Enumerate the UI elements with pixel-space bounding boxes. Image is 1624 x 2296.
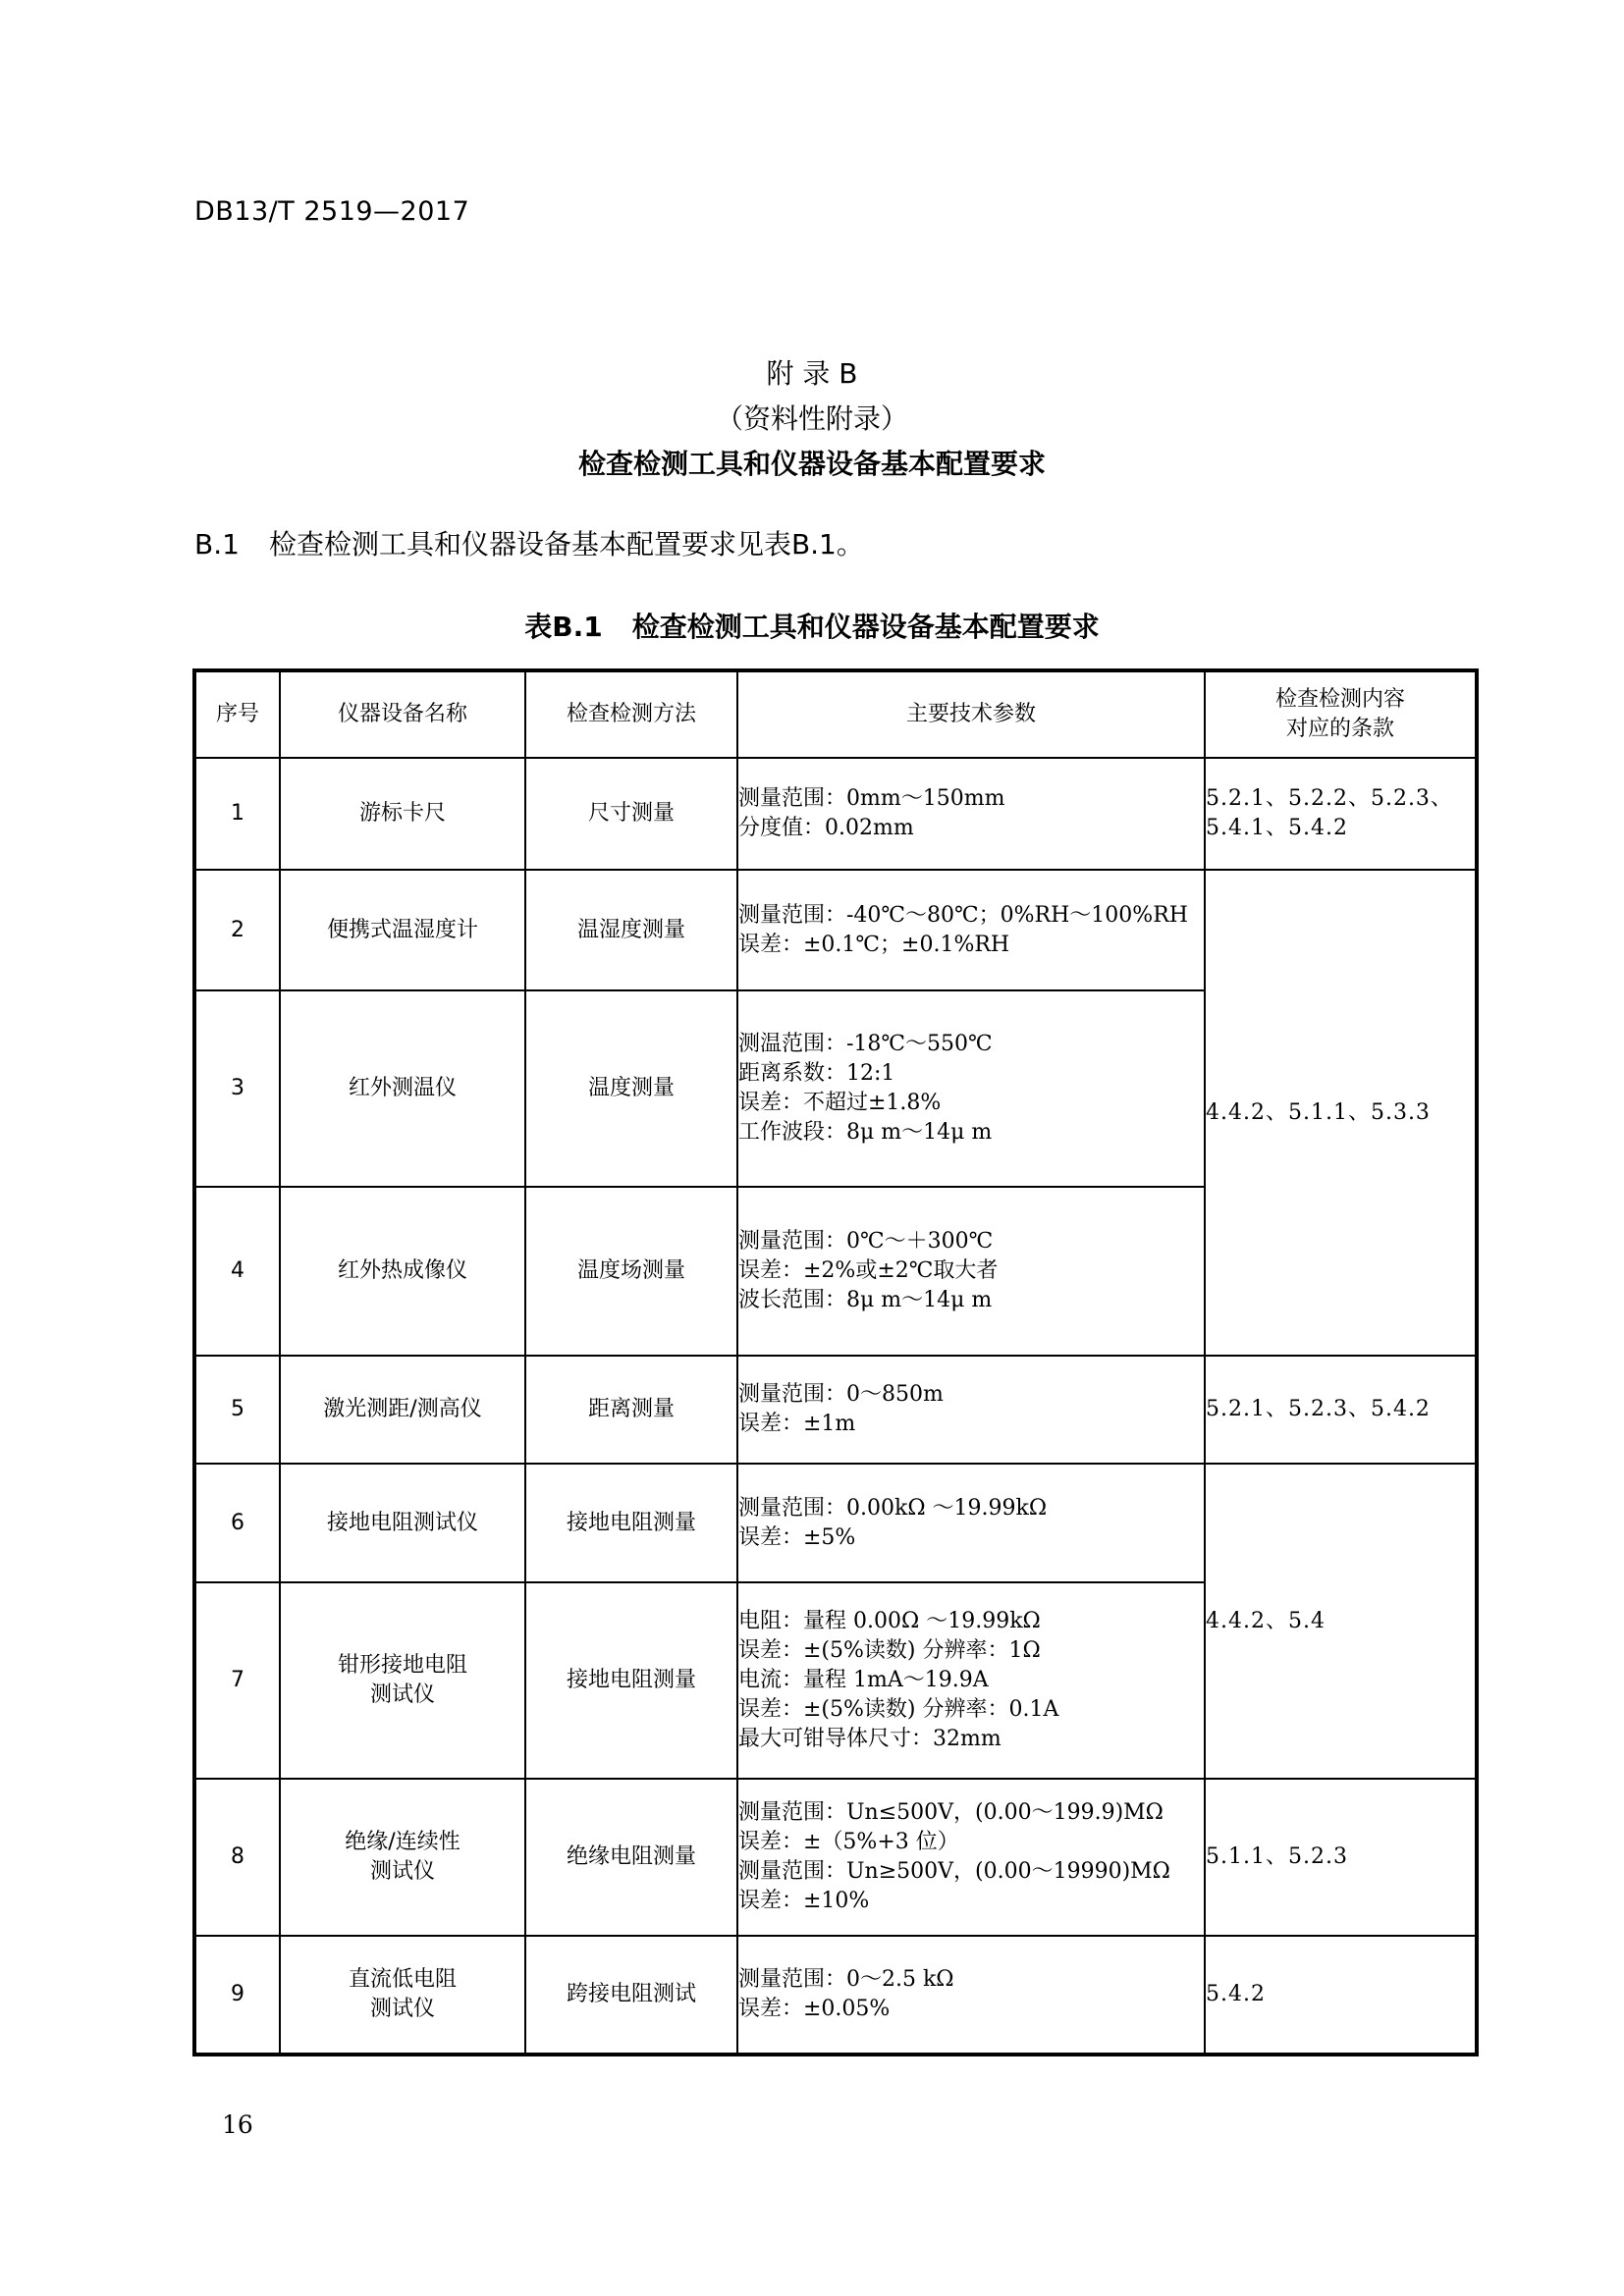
tech-params <box>737 758 1205 870</box>
appendix-type: （资料性附录） <box>715 402 908 435</box>
test-method: 接地电阻测量 <box>525 1582 737 1779</box>
table-row <box>194 1779 1477 1936</box>
param-line: 误差：±2%或±2℃取大者 <box>738 1258 999 1283</box>
row-number: 7 <box>194 1582 280 1779</box>
table-caption-number: 表B.1 <box>524 611 603 643</box>
device-name-line: 测试仪 <box>369 1859 435 1884</box>
test-method: 温度场测量 <box>525 1187 737 1356</box>
tech-params <box>737 1582 1205 1779</box>
clause-line: 5.1.1、5.2.3 <box>1206 1844 1348 1869</box>
param-line: 测量范围：Un≤500V，(0.00～199.9)MΩ <box>738 1800 1164 1825</box>
device-name-line: 接地电阻测试仪 <box>326 1510 478 1535</box>
test-method: 接地电阻测量 <box>525 1464 737 1582</box>
param-line: 误差：±5% <box>738 1524 856 1550</box>
param-line: 测量范围：0～850m <box>738 1382 944 1407</box>
tech-params <box>737 1464 1205 1582</box>
table-row <box>194 1356 1477 1464</box>
device-name-line: 直流低电阻 <box>348 1967 457 1992</box>
clause-cell <box>1205 1356 1477 1464</box>
param-line: 距离系数：12:1 <box>738 1061 895 1086</box>
device-name <box>280 1936 525 2055</box>
intro-text: 检查检测工具和仪器设备基本配置要求见表B.1。 <box>268 528 864 561</box>
tech-params <box>737 1356 1205 1464</box>
param-line: 测量范围：-40℃～80℃；0%RH～100%RH <box>738 902 1188 928</box>
tech-params <box>737 1187 1205 1356</box>
table-caption <box>0 606 1624 645</box>
test-method: 跨接电阻测试 <box>525 1936 737 2055</box>
table-row <box>194 870 1477 990</box>
param-line: 误差：±（5%+3 位） <box>738 1830 959 1854</box>
row-number: 6 <box>194 1464 280 1582</box>
device-name-line: 红外热成像仪 <box>337 1258 467 1283</box>
param-line: 误差：±0.05% <box>738 1997 891 2021</box>
test-method: 温度测量 <box>525 990 737 1187</box>
header-clause-line: 检查检测内容 <box>1274 687 1405 712</box>
tech-params <box>737 990 1205 1187</box>
device-name <box>280 870 525 990</box>
param-line: 误差：±(5%读数) 分辨率：0.1A <box>738 1697 1059 1722</box>
row-number: 5 <box>194 1356 280 1464</box>
header-name: 仪器设备名称 <box>280 670 525 758</box>
row-number: 1 <box>194 758 280 870</box>
page-number: 16 <box>222 2110 253 2139</box>
param-line: 误差：不超过±1.8% <box>738 1091 942 1115</box>
table-caption-text: 检查检测工具和仪器设备基本配置要求 <box>631 611 1100 643</box>
test-method: 尺寸测量 <box>525 758 737 870</box>
device-name <box>280 1187 525 1356</box>
clause-line: 5.2.1、5.2.3、5.4.2 <box>1206 1397 1431 1421</box>
param-line: 误差：±0.1℃；±0.1%RH <box>738 932 1010 957</box>
param-line: 电流：量程 1mA～19.9A <box>738 1668 989 1692</box>
test-method: 距离测量 <box>525 1356 737 1464</box>
clause-cell <box>1205 1936 1477 2055</box>
device-name-line: 测试仪 <box>369 1682 435 1707</box>
param-line: 测量范围：0.00kΩ ～19.99kΩ <box>738 1495 1048 1521</box>
param-line: 电阻：量程 0.00Ω ～19.99kΩ <box>738 1609 1041 1633</box>
equipment-table <box>192 668 1479 2056</box>
device-name-line: 绝缘/连续性 <box>345 1830 460 1854</box>
device-name <box>280 1779 525 1936</box>
device-name-line: 测试仪 <box>369 1997 435 2021</box>
clause-cell-merged: 4.4.2、5.1.1、5.3.3 <box>1205 870 1477 1356</box>
intro-section-number: B.1 <box>194 528 240 561</box>
header-params: 主要技术参数 <box>737 670 1205 758</box>
clause-line: 5.4.2 <box>1206 1982 1266 2006</box>
row-number: 2 <box>194 870 280 990</box>
device-name-line: 激光测距/测高仪 <box>323 1397 482 1421</box>
table-row <box>194 1464 1477 1582</box>
param-line: 最大可钳导体尺寸：32mm <box>738 1727 1001 1751</box>
table-header-row <box>194 670 1477 758</box>
appendix-title: 检查检测工具和仪器设备基本配置要求 <box>577 448 1046 480</box>
param-line: 误差：±10% <box>738 1889 870 1913</box>
clause-cell <box>1205 1779 1477 1936</box>
device-name <box>280 1464 525 1582</box>
device-name-line: 钳形接地电阻 <box>337 1653 467 1678</box>
table-row <box>194 1936 1477 2055</box>
tech-params <box>737 1936 1205 2055</box>
param-line: 波长范围：8μ m～14μ m <box>738 1288 993 1312</box>
table-row <box>194 758 1477 870</box>
clause-cell-merged: 4.4.2、5.4 <box>1205 1464 1477 1779</box>
test-method: 绝缘电阻测量 <box>525 1779 737 1936</box>
header-method: 检查检测方法 <box>525 670 737 758</box>
device-name-line: 便携式温湿度计 <box>326 917 478 942</box>
device-name <box>280 1582 525 1779</box>
row-number: 4 <box>194 1187 280 1356</box>
param-line: 工作波段：8μ m～14μ m <box>738 1120 993 1145</box>
header-clause <box>1205 670 1477 758</box>
device-name <box>280 758 525 870</box>
test-method: 温湿度测量 <box>525 870 737 990</box>
param-line: 误差：±1m <box>738 1412 856 1436</box>
device-name-line: 游标卡尺 <box>358 801 446 826</box>
clause-cell <box>1205 758 1477 870</box>
param-line: 误差：±(5%读数) 分辨率：1Ω <box>738 1638 1041 1663</box>
header-clause-line: 对应的条款 <box>1285 717 1394 741</box>
row-number: 8 <box>194 1779 280 1936</box>
intro-paragraph <box>194 523 864 562</box>
row-number: 9 <box>194 1936 280 2055</box>
device-name <box>280 990 525 1187</box>
param-line: 测量范围：0～2.5 kΩ <box>738 1967 954 1992</box>
param-line: 分度值：0.02mm <box>738 816 914 840</box>
clause-line: 5.2.1、5.2.2、5.2.3、 <box>1206 786 1453 811</box>
row-number: 3 <box>194 990 280 1187</box>
document-code: DB13/T 2519—2017 <box>194 196 470 227</box>
param-line: 测温范围：-18℃～550℃ <box>738 1032 993 1056</box>
clause-line: 5.4.1、5.4.2 <box>1206 816 1348 840</box>
header-no: 序号 <box>194 670 280 758</box>
device-name-line: 红外测温仪 <box>348 1076 457 1100</box>
appendix-label: 附 录 B <box>766 357 858 390</box>
param-line: 测量范围：0mm～150mm <box>738 786 1005 811</box>
device-name <box>280 1356 525 1464</box>
param-line: 测量范围：0℃～＋300℃ <box>738 1229 994 1254</box>
appendix-title-block <box>0 351 1624 487</box>
tech-params <box>737 1779 1205 1936</box>
param-line: 测量范围：Un≥500V，(0.00～19990)MΩ <box>738 1859 1170 1884</box>
tech-params <box>737 870 1205 990</box>
